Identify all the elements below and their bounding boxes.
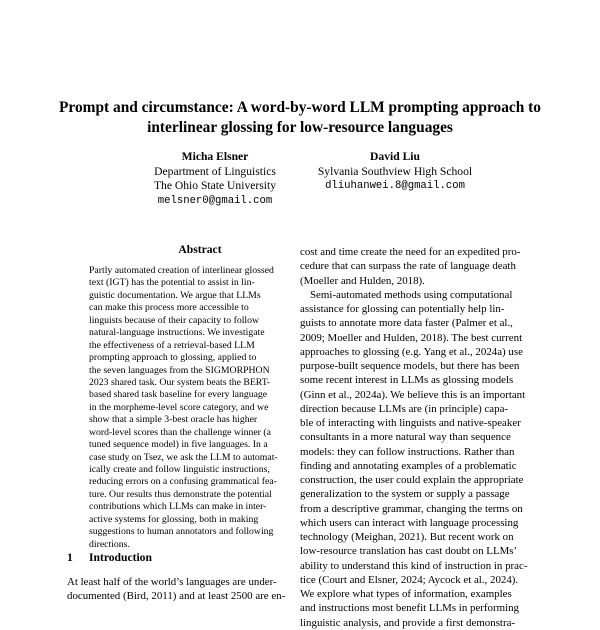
text-line: directions. <box>89 538 130 550</box>
text-line: in the morpheme-level score category, and we <box>89 401 269 413</box>
abstract-body <box>89 265 311 551</box>
text-line: contributions which LLMs can make in inter- <box>89 501 267 513</box>
abstract-heading: Abstract <box>178 243 222 256</box>
paragraph <box>300 245 532 288</box>
text-line: linguistic analysis, and provide a first demonstra- <box>300 616 516 629</box>
section-number: 1 <box>67 551 73 564</box>
text-line: the effectiveness of a retrieval-based LLM <box>89 339 255 351</box>
text-line: documented (Bird, 2011) and at least 2500 are en- <box>67 590 286 603</box>
text-line: ically create and follow linguistic instructions, <box>89 464 270 475</box>
text-line: assistance for glossing can potentially help lin- <box>300 303 505 315</box>
text-line: based shared task baseline for every language <box>89 389 268 401</box>
text-line: reducing errors on a confusing grammatical fea- <box>89 476 277 488</box>
text-line: (Moeller and Hulden, 2018). <box>300 274 425 287</box>
text-line: from a descriptive grammar, changing the terms on <box>300 502 523 515</box>
paragraph <box>300 288 532 630</box>
author-name: David Liu <box>370 150 420 163</box>
text-line: consultants in a more natural way than sequence <box>300 431 511 444</box>
text-line: suggestions to human annotators and following <box>89 526 274 538</box>
author-affiliation: Sylvania Southview High School <box>317 164 473 178</box>
text-line: Partly automated creation of interlinear glossed <box>89 265 274 276</box>
text-line: models: they can follow instructions. Rather than <box>300 445 515 458</box>
text-line: tice (Court and Elsner, 2024; Aycock et al., 2024). <box>300 573 519 586</box>
title-line-2: interlinear glossing for low-resource languages <box>147 119 453 136</box>
text-line: direction because LLMs are (in principle) capa- <box>300 402 509 415</box>
right-column-body <box>300 245 532 630</box>
text-line: cost and time create the need for an expedited pro- <box>300 246 521 258</box>
author-name: Micha Elsner <box>181 150 249 163</box>
text-line: technology (Meighan, 2021). But recent work on <box>300 531 514 543</box>
text-line: construction, the user could explain the appropriate <box>300 474 524 486</box>
text-line: text (IGT) has the potential to assist in lin- <box>89 277 255 289</box>
text-line: ture. Our results thus demonstrate the potential <box>89 488 272 500</box>
text-line: tuned sequence model) in five languages. In a <box>89 439 268 451</box>
text-line: active systems for glossing, both in making <box>89 513 259 525</box>
text-line: purpose-built sequence models, but there has been <box>300 360 520 372</box>
text-line: Semi-automated methods using computational <box>310 288 513 301</box>
text-line: can make this process more accessible to <box>89 302 249 314</box>
section-heading-introduction <box>67 551 152 564</box>
text-line: 2023 shared task. Our system beats the BERT- <box>89 376 271 388</box>
text-line: which users can interact with language processing <box>300 516 519 529</box>
author-affiliation: Department of Linguistics <box>154 164 276 178</box>
text-line: (Ginn et al., 2024a). We believe this is an important <box>300 388 526 401</box>
author-email[interactable]: dliuhanwei.8@gmail.com <box>325 180 465 193</box>
text-line: ability to understand this kind of instruction in prac- <box>300 559 528 572</box>
text-line: 2009; Moeller and Hulden, 2018). The best current <box>300 331 523 344</box>
text-line: word-level scores than the challenge winner (a <box>89 426 271 438</box>
author-affiliation: The Ohio State University <box>153 179 277 193</box>
text-line: At least half of the world’s languages are under- <box>67 576 277 588</box>
section-title: Introduction <box>89 551 152 564</box>
text-line: natural-language instructions. We investigate <box>89 327 265 339</box>
text-line: cedure that can surpass the rate of language death <box>300 260 516 273</box>
text-line: finding and annotating examples of a problematic <box>300 459 517 472</box>
text-line: approaches to glossing (e.g. Yang et al., 2024a) use <box>300 345 523 358</box>
text-line: guists to annotate more data faster (Palmer et al., <box>300 317 513 330</box>
text-line: case study on Tsez, we ask the LLM to automat- <box>89 451 278 463</box>
text-line: generalization to the system or supply a passage <box>300 488 510 501</box>
text-line: show that a simple 3-best oracle has higher <box>89 414 258 426</box>
paper-title <box>40 98 560 138</box>
text-line: prompting approach to glossing, applied to <box>89 352 257 364</box>
text-line: We explore what types of information, examples <box>300 588 512 600</box>
author-email[interactable]: melsner0@gmail.com <box>157 194 273 207</box>
title-line-1: Prompt and circumstance: A word-by-word LLM prompting approach to <box>59 99 541 116</box>
text-line: ble of interacting with linguists and native-speaker <box>300 417 521 429</box>
introduction-body <box>67 575 302 604</box>
text-line: the seven languages from the SIGMORPHON <box>89 364 270 376</box>
author-block-2 <box>280 150 510 194</box>
text-line: linguists because of their capacity to follow <box>89 314 260 326</box>
text-line: low-resource translation has cast doubt on LLMs’ <box>300 545 518 558</box>
text-line: some recent interest in LLMs as glossing models <box>300 374 514 387</box>
text-line: and instructions most benefit LLMs in performing <box>300 602 519 615</box>
text-line: guistic documentation. We argue that LLMs <box>89 289 261 301</box>
